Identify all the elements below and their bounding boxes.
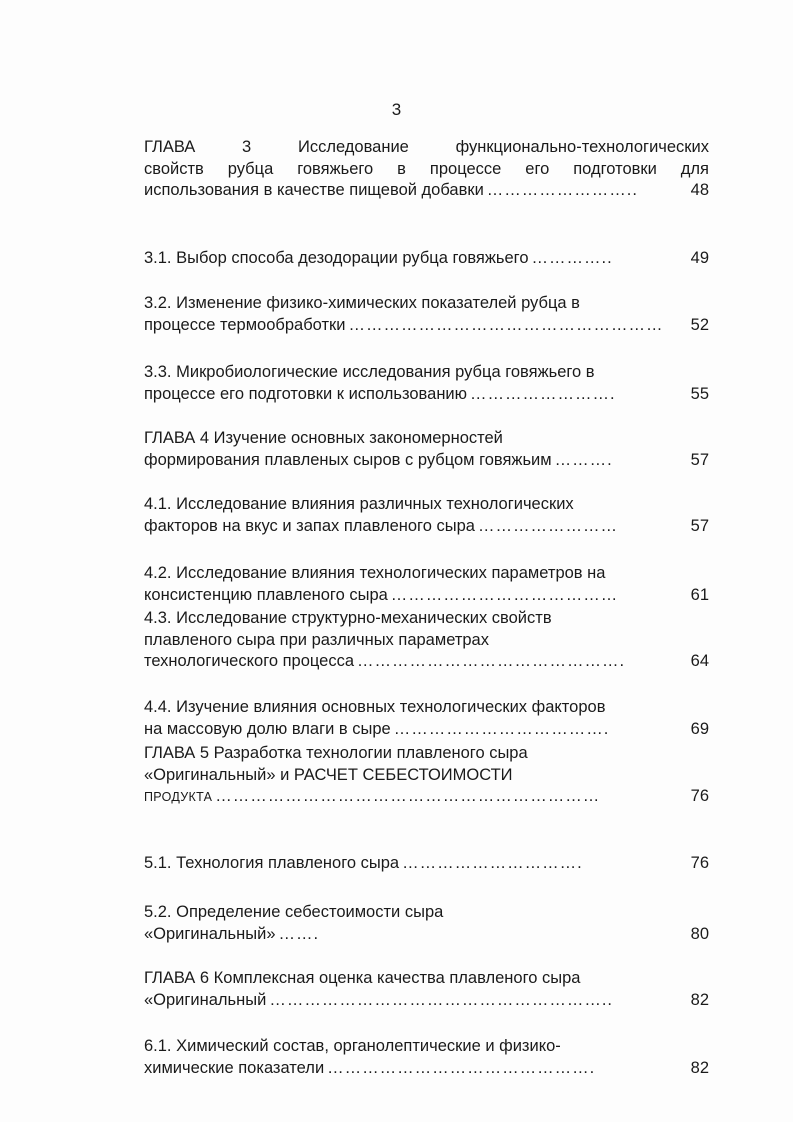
toc-entry-line: формирования плавленых сыров с рубцом говяжьим bbox=[144, 450, 552, 469]
toc-entry-3-2 bbox=[144, 293, 709, 336]
toc-entry-line: 3.1. Выбор способа дезодорации рубца говяжьего bbox=[144, 249, 529, 267]
toc-page-number: 69 bbox=[690, 719, 709, 738]
toc-entry-line: ГЛАВА 4 Изучение основных закономерностей bbox=[144, 429, 503, 447]
dot-leader: ………………………………………………….. bbox=[269, 990, 614, 1009]
toc-entry-line: технологического процесса bbox=[144, 652, 355, 670]
dot-leader: ………….. bbox=[531, 249, 613, 267]
toc-entry-line: 4.3. Исследование структурно-механических свойств bbox=[144, 609, 552, 627]
toc-entry-4-3 bbox=[144, 608, 709, 673]
toc-entry-line: 3.2. Изменение физико-химических показателей рубца в bbox=[144, 294, 580, 312]
toc-entry-line: ПРОДУКТА bbox=[144, 790, 213, 804]
dot-leader: ………………………………. bbox=[393, 719, 610, 738]
toc-entry-chapter-6 bbox=[144, 968, 709, 1011]
toc-page-number: 82 bbox=[690, 990, 709, 1009]
toc-entry-line: «Оригинальный» и РАСЧЕТ СЕБЕСТОИМОСТИ bbox=[144, 765, 513, 784]
toc-entry-5-2 bbox=[144, 902, 709, 945]
dot-leader: ………………………………………. bbox=[327, 1058, 596, 1077]
toc-page-number: 76 bbox=[690, 787, 709, 805]
dot-leader: …………………… bbox=[477, 516, 618, 535]
toc-entry-line: процессе его подготовки к использованию bbox=[144, 384, 468, 403]
dot-leader: ………………………………………………………… bbox=[215, 787, 601, 805]
toc-entry-line: 5.1. Технология плавленого сыра bbox=[144, 854, 400, 872]
toc-entry-line: ГЛАВА 5 Разработка технологии плавленого сыра bbox=[144, 744, 528, 762]
toc-page-number: 57 bbox=[690, 450, 709, 469]
toc-page-number: 52 bbox=[690, 315, 709, 334]
toc-entry-chapter-4 bbox=[144, 428, 709, 471]
toc-entry-line: консистенцию плавленого сыра bbox=[144, 585, 388, 604]
toc-entry-line: «Оригинальный bbox=[144, 990, 267, 1009]
toc-entry-line: 4.2. Исследование влияния технологических параметров на bbox=[144, 564, 606, 582]
toc-entry-3-1 bbox=[144, 248, 709, 270]
toc-entry-line: процессе термообработки bbox=[144, 315, 346, 334]
toc-entry-3-3 bbox=[144, 362, 709, 405]
toc-page-number: 64 bbox=[690, 652, 709, 670]
toc-entry-line: плавленого сыра при различных параметрах bbox=[144, 630, 489, 649]
toc-page-number: 76 bbox=[690, 854, 709, 872]
toc-page-number: 48 bbox=[690, 181, 709, 199]
toc-page-number: 57 bbox=[690, 516, 709, 535]
toc-entry-line: использования в качестве пищевой добавки bbox=[144, 181, 484, 199]
toc-entry-line: ГЛАВА 6 Комплексная оценка качества плавленого сыра bbox=[144, 969, 581, 987]
dot-leader: ……………………………………………… bbox=[348, 315, 664, 334]
toc-entry-chapter-5 bbox=[144, 743, 709, 808]
toc-entry-4-4 bbox=[144, 697, 709, 740]
toc-entry-4-2 bbox=[144, 563, 709, 606]
toc-page-number: 61 bbox=[690, 585, 709, 604]
dot-leader: ………………………………………. bbox=[357, 652, 626, 670]
toc-entry-line: химические показатели bbox=[144, 1058, 325, 1077]
page-number: 3 bbox=[391, 100, 402, 119]
dot-leader: ……. bbox=[278, 924, 320, 943]
toc-entry-line: на массовую долю влаги в сыре bbox=[144, 719, 391, 738]
dot-leader: …………………….. bbox=[486, 181, 638, 199]
dot-leader: ……………………. bbox=[470, 384, 616, 403]
toc-entry-line: факторов на вкус и запах плавленого сыра bbox=[144, 516, 475, 535]
toc-entry-6-1 bbox=[144, 1036, 709, 1079]
toc-entry-line: 4.4. Изучение влияния основных технологических факторов bbox=[144, 698, 606, 716]
toc-entry-line: 6.1. Химический состав, органолептические и физико- bbox=[144, 1037, 561, 1055]
toc-entry-line: 3.3. Микробиологические исследования рубца говяжьего в bbox=[144, 363, 595, 381]
toc-page-number: 55 bbox=[690, 384, 709, 403]
toc-entry-4-1 bbox=[144, 494, 709, 537]
toc-entry-line: ГЛАВА 3 Исследование функционально-технологических bbox=[144, 138, 709, 156]
toc-entry-line: свойств рубца говяжьего в процессе его подготовки для bbox=[144, 159, 709, 178]
toc-page-number: 82 bbox=[690, 1058, 709, 1077]
toc-page-number: 80 bbox=[690, 924, 709, 943]
dot-leader: ………………………………… bbox=[390, 585, 619, 604]
toc-entry-line: 5.2. Определение себестоимости сыра bbox=[144, 903, 444, 921]
toc-page-number: 49 bbox=[690, 249, 709, 267]
dot-leader: ………. bbox=[554, 450, 613, 469]
toc-entry-line: «Оригинальный» bbox=[144, 924, 276, 943]
toc-entry-line: 4.1. Исследование влияния различных технологических bbox=[144, 495, 574, 513]
toc-entry-chapter-3 bbox=[144, 137, 709, 202]
dot-leader: …………………………. bbox=[402, 854, 583, 872]
toc-entry-5-1 bbox=[144, 853, 709, 875]
